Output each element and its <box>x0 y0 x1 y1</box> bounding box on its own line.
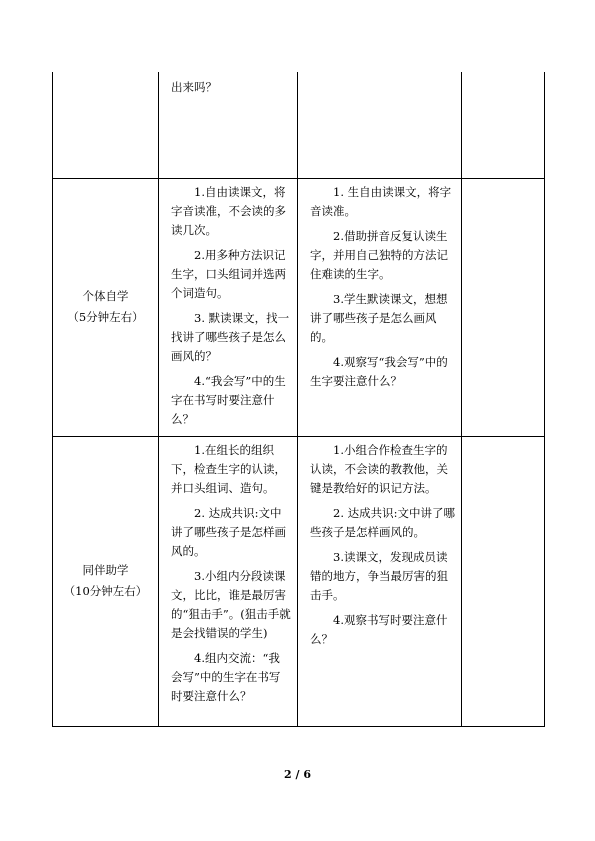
table-row-continuation <box>53 72 545 178</box>
student-cell-empty <box>298 72 462 178</box>
teacher-item: 2.用多种方法识记生字，口头组词并选两个词造句。 <box>171 247 286 300</box>
notes-cell-empty <box>462 72 545 178</box>
teacher-item: 1.自由读课文，将字音读准，不会读的多读几次。 <box>171 184 286 237</box>
row-label: 个体自学 <box>82 289 129 303</box>
student-item: 2. 达成共识:文中讲了哪些孩子是怎样画风的。 <box>310 505 456 539</box>
student-item: 3.学生默读课文，想想讲了哪些孩子是怎么画风的。 <box>310 291 448 344</box>
table-row-self-study <box>53 178 545 436</box>
teacher-item: 3.小组内分段读课文，比比，谁是最厉害的“狙击手”。(狙击手就是会找错误的学生) <box>171 568 291 640</box>
student-item: 1.小组合作检查生字的认读，不会读的教教他，关键是教给好的识记方法。 <box>310 442 448 495</box>
notes-cell-empty <box>462 436 545 726</box>
teacher-cell <box>159 436 298 726</box>
teacher-item: 4.“我会写”中的生字在书写时要注意什么？ <box>171 373 286 426</box>
student-cell <box>298 436 462 726</box>
teacher-items <box>159 437 297 710</box>
student-item: 4.观察书写时要注意什么？ <box>310 612 448 646</box>
student-item: 2.借助拼音反复认读生字，并用自己独特的方法记住难读的生字。 <box>310 228 448 281</box>
student-items <box>298 179 461 395</box>
label-cell <box>53 178 159 436</box>
teacher-item: 2. 达成共识:文中讲了哪些孩子是怎样画风的。 <box>171 505 286 558</box>
teacher-item: 4.组内交流：“我会写”中的生字在书写时要注意什么？ <box>171 650 281 703</box>
teacher-continuation-text: 出来吗？ <box>171 80 217 94</box>
teacher-item: 3. 默读课文，找一找讲了哪些孩子是怎么画风的？ <box>171 310 290 363</box>
student-item: 3.读课文，发现成员读错的地方，争当最厉害的狙击手。 <box>310 549 448 602</box>
lesson-plan-table <box>52 72 545 727</box>
teacher-cell <box>159 72 298 178</box>
row-time: （5分钟左右） <box>67 310 144 324</box>
student-item: 4.观察写“我会写”中的生字要注意什么？ <box>310 354 448 388</box>
student-items <box>298 437 461 653</box>
label-cell-empty <box>53 72 159 178</box>
teacher-items <box>159 179 297 433</box>
row-label: 同伴助学 <box>82 563 129 577</box>
notes-cell-empty <box>462 178 545 436</box>
teacher-item: 1.在组长的组织下，检查生字的认读，并口头组词、造句。 <box>171 442 286 495</box>
table-row-peer-study <box>53 436 545 726</box>
page-number: 2 / 6 <box>284 768 311 781</box>
row-time: （10分钟左右） <box>63 584 148 598</box>
teacher-cell <box>159 178 298 436</box>
student-item: 1. 生自由读课文，将字音读准。 <box>310 184 452 218</box>
label-cell <box>53 436 159 726</box>
student-cell <box>298 178 462 436</box>
